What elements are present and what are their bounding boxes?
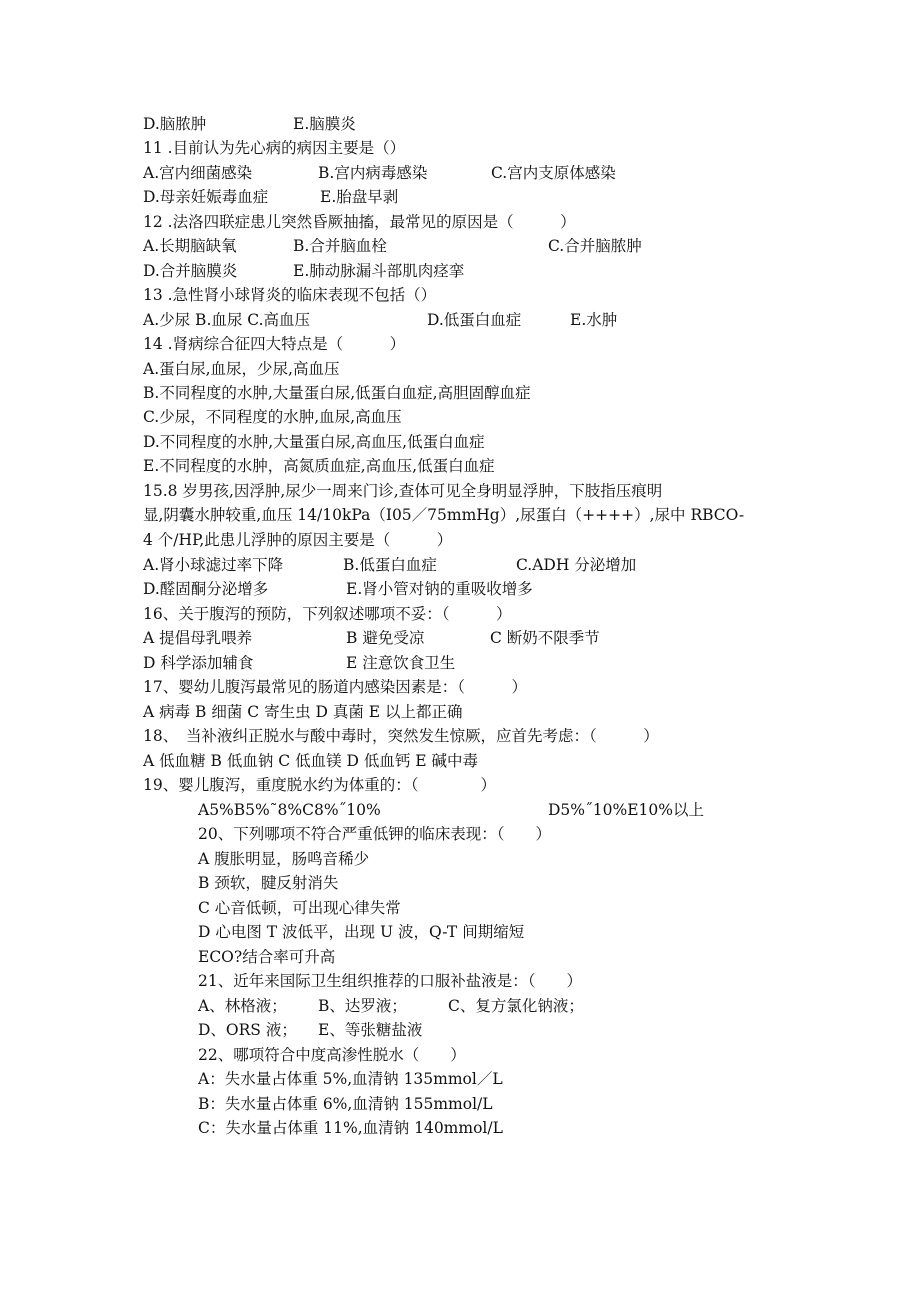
text-segment: E.脑膜炎 xyxy=(293,115,356,133)
text-segment: A.长期脑缺氧 xyxy=(143,237,237,255)
text-segment: C：失水量占体重 11%,血清钠 140mmol/L xyxy=(198,1119,503,1137)
text-segment: C.合并脑脓肿 xyxy=(548,237,642,255)
text-segment: 显,阴囊水肿较重,血压 14/10kPa（I05／75mmHg）,尿蛋白（++++）,尿中 RBCO- xyxy=(143,506,745,524)
text-segment: 11 .目前认为先心病的病因主要是（） xyxy=(143,139,406,157)
text-segment: 4 个/HP,此患儿浮肿的原因主要是（ ） xyxy=(143,531,453,549)
text-segment: A：失水量占体重 5%,血清钠 135mmol／L xyxy=(198,1070,503,1088)
text-segment: 19、婴儿腹泻，重度脱水约为体重的：（ ） xyxy=(143,776,496,794)
text-segment: B、达罗液； xyxy=(318,997,407,1015)
text-segment: D.低蛋白血症 xyxy=(427,311,522,329)
text-segment: D5%˝10%E10%以上 xyxy=(548,801,704,819)
text-segment: C.ADH 分泌增加 xyxy=(516,556,637,574)
text-segment: C.宫内支原体感染 xyxy=(491,164,616,182)
text-segment: B.合并脑血栓 xyxy=(293,237,387,255)
text-segment: E.肺动脉漏斗部肌肉痉挛 xyxy=(293,262,465,280)
text-segment: A.蛋白尿,血尿，少尿,高血压 xyxy=(143,360,340,378)
text-segment: A、林格液； xyxy=(198,997,287,1015)
text-segment: 22、哪项符合中度高渗性脱水（ ） xyxy=(198,1046,466,1064)
text-segment: B.低蛋白血症 xyxy=(343,556,437,574)
text-segment: A 病毒 B 细菌 C 寄生虫 D 真菌 E 以上都正确 xyxy=(143,703,463,721)
text-segment: A 提倡母乳喂养 xyxy=(143,629,253,647)
text-segment: 14 .肾病综合征四大特点是（ ） xyxy=(143,335,406,353)
text-segment: E.水肿 xyxy=(570,311,618,329)
text-segment: B 避免受凉 xyxy=(346,629,425,647)
text-segment: B.宫内病毒感染 xyxy=(318,164,428,182)
text-segment: A.少尿 B.血尿 C.高血压 xyxy=(143,311,311,329)
text-segment: A 低血糖 B 低血钠 C 低血镁 D 低血钙 E 碱中毒 xyxy=(143,752,479,770)
text-segment: D.脑脓肿 xyxy=(143,115,207,133)
text-segment: A 腹胀明显，肠鸣音稀少 xyxy=(198,850,370,868)
text-segment: 13 .急性肾小球肾炎的临床表现不包括（） xyxy=(143,286,437,304)
text-segment: A.肾小球滤过率下降 xyxy=(143,556,284,574)
text-segment: E.不同程度的水肿，高氮质血症,高血压,低蛋白血症 xyxy=(143,457,495,475)
text-segment: D.醛固酮分泌增多 xyxy=(143,580,269,598)
text-segment: D 科学添加辅食 xyxy=(143,654,254,672)
text-segment: 18、 当补液纠正脱水与酸中毒时，突然发生惊厥，应首先考虑：（ ） xyxy=(143,727,659,745)
text-segment: B.不同程度的水肿,大量蛋白尿,低蛋白血症,高胆固醇血症 xyxy=(143,384,531,402)
text-segment: A.宫内细菌感染 xyxy=(143,164,253,182)
text-segment: D.合并脑膜炎 xyxy=(143,262,238,280)
text-segment: 21、近年来国际卫生组织推荐的口服补盐液是：（ ） xyxy=(198,972,582,990)
text-segment: 20、下列哪项不符合严重低钾的临床表现：（ ） xyxy=(198,825,551,843)
text-segment: E 注意饮食卫生 xyxy=(346,654,456,672)
text-segment: E、等张糖盐液 xyxy=(318,1021,423,1039)
text-segment: C.少尿，不同程度的水肿,血尿,高血压 xyxy=(143,408,402,426)
text-segment: B 颈软，腱反射消失 xyxy=(198,874,339,892)
text-segment: 16、关于腹泻的预防，下列叙述哪项不妥：（ ） xyxy=(143,605,512,623)
text-segment: C 心音低顿，可出现心律失常 xyxy=(198,899,401,917)
text-segment: A5%B5%˜8%C8%˝10% xyxy=(198,801,381,819)
text-segment: ECO?结合率可升高 xyxy=(198,948,336,966)
text-segment: D.不同程度的水肿,大量蛋白尿,高血压,低蛋白血症 xyxy=(143,433,485,451)
text-segment: 17、婴幼儿腹泻最常见的肠道内感染因素是：（ ） xyxy=(143,678,527,696)
text-segment: C 断奶不限季节 xyxy=(490,629,600,647)
text-segment: D.母亲妊娠毒血症 xyxy=(143,188,269,206)
text-segment: 12 .法洛四联症患儿突然昏厥抽搐，最常见的原因是（ ） xyxy=(143,213,576,231)
text-segment: B：失水量占体重 6%,血清钠 155mmol/L xyxy=(198,1095,493,1113)
text-segment: E.胎盘早剥 xyxy=(320,188,399,206)
text-segment: E.肾小管对钠的重吸收增多 xyxy=(346,580,533,598)
text-segment: D 心电图 T 波低平，出现 U 波，Q-T 间期缩短 xyxy=(198,923,525,941)
text-segment: 15.8 岁男孩,因浮肿,尿少一周来门诊,查体可见全身明显浮肿，下肢指压痕明 xyxy=(143,482,663,500)
text-segment: D、ORS 液； xyxy=(198,1021,297,1039)
text-segment: C、复方氯化钠液； xyxy=(448,997,584,1015)
